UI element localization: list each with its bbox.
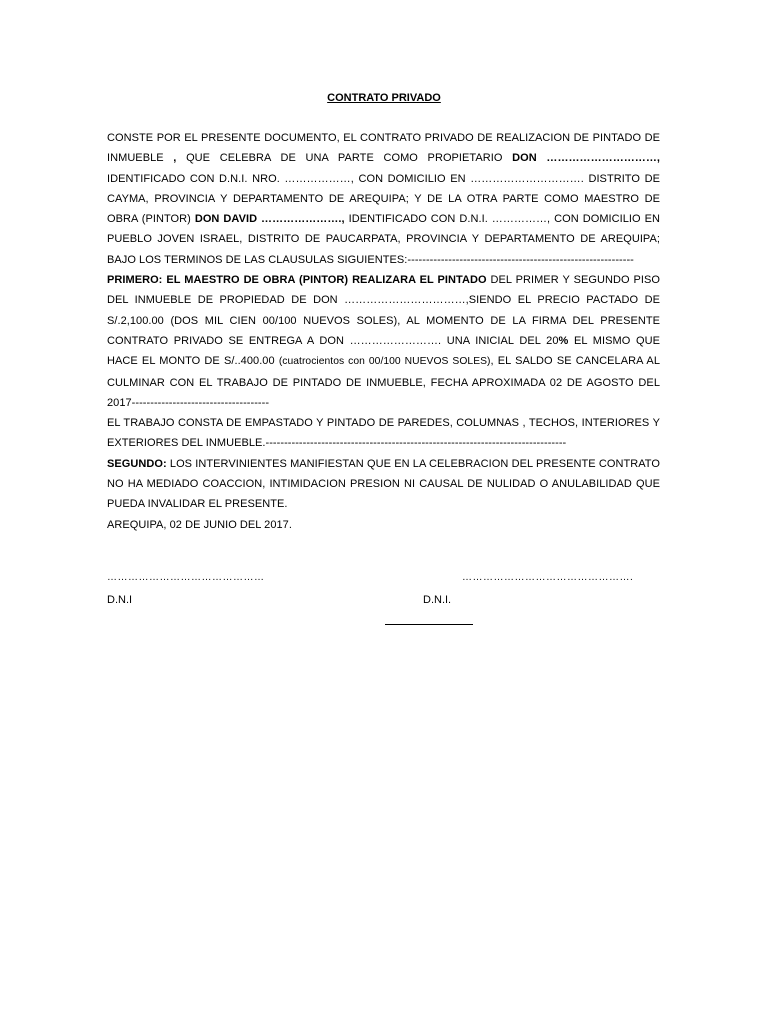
signature-line-right: …………………………………………. [462,572,634,583]
owner-name-blank: DON …………………………, [512,152,660,165]
clause-segundo-text: LOS INTERVINIENTES MANIFIESTAN QUE EN LA CELEBRACION DEL PRESENTE CONTRATO NO HA MEDIADO COACCION, INTIMIDACION PRESION NI CAUSAL DE NULIDAD O ANULABILIDAD QUE PUEDA INVALIDAR EL PRESENTE. [107,457,660,511]
intro-paragraph [107,128,660,270]
document-title-text: CONTRATO PRIVADO [327,92,441,104]
clause-primero-percent: % [558,334,569,347]
clause-primero-heading: PRIMERO: EL MAESTRO DE OBRA (PINTOR) REALIZARA EL PINTADO [107,274,487,287]
intro-text-5: IDENTIFICADO CON D.N.I. NRO. ………………, CON DOMICILIO EN …………………………. DISTRITO DE CAYMA, PROVINCIA Y DEPARTAMENTO DE AREQUIPA; Y DE LA OTRA PARTE COMO MAESTRO DE OBRA (PINTOR) [107,172,660,226]
intro-text-1: CONSTE POR EL PRESENTE DOCUMENTO, EL CONTRATO PRIVADO DE REALIZACION DE PINTADO DE INMUEBLE [107,132,660,165]
signature-line-left: ……………………………………… [107,572,265,583]
clause-primero-text-4: EL MISMO QUE HACE EL MONTO DE S/..400.00 [107,334,660,368]
painter-name-blank: DON DAVID …………………., [194,213,345,226]
intro-text-7: IDENTIFICADO CON D.N.I. ……………, CON DOMICILIO EN PUEBLO JOVEN ISRAEL, DISTRITO DE PAUCARPATA, PROVINCIA Y DEPARTAMENTO DE AREQUIPA; BAJO LOS TERMINOS DE LAS CLAUSULAS SIGUIENTES:------------------------------------------------------------- [107,213,660,266]
clause-primero [107,270,660,413]
date-line: AREQUIPA, 02 DE JUNIO DEL 2017. [107,518,292,531]
intro-text-2: , [163,152,187,165]
footer-rule [385,624,473,625]
clause-primero-text-6: , EL SALDO SE CANCELARA AL CULMINAR CON EL TRABAJO DE PINTADO DE INMUEBLE, FECHA APROXIMADA 02 DE AGOSTO DEL 2017------------------------------------- [107,355,660,409]
clause-primero-text-2: DEL PRIMER Y SEGUNDO PISO DEL INMUEBLE DE PROPIEDAD DE DON ……………………………,SIENDO EL PRECIO PACTADO DE S/.2,100.00 (DOS MIL CIEN 00/100 NUEVOS SOLES), AL MOMENTO DE LA FIRMA DEL PRESENTE CONTRATO PRIVADO SE ENTREGA A DON ……………………. UNA INICIAL DEL 20 [107,274,660,347]
clause-segundo [107,454,660,515]
intro-text-3: QUE CELEBRA DE UNA PARTE COMO PROPIETARIO [186,152,513,165]
signature-dni-right: D.N.I. [423,594,452,606]
clause-primero-amount-words: (cuatrocientos con 00/100 NUEVOS SOLES) [278,356,491,368]
contract-body [107,128,660,535]
work-scope-paragraph: EL TRABAJO CONSTA DE EMPASTADO Y PINTADO DE PAREDES, COLUMNAS , TECHOS, INTERIORES Y EXTERIORES DEL INMUEBLE.--------------------------------------------------------------------------------- [107,417,660,450]
document-title [0,92,768,104]
clause-segundo-heading: SEGUNDO: [107,457,167,470]
signature-dni-left: D.N.I [107,594,133,606]
